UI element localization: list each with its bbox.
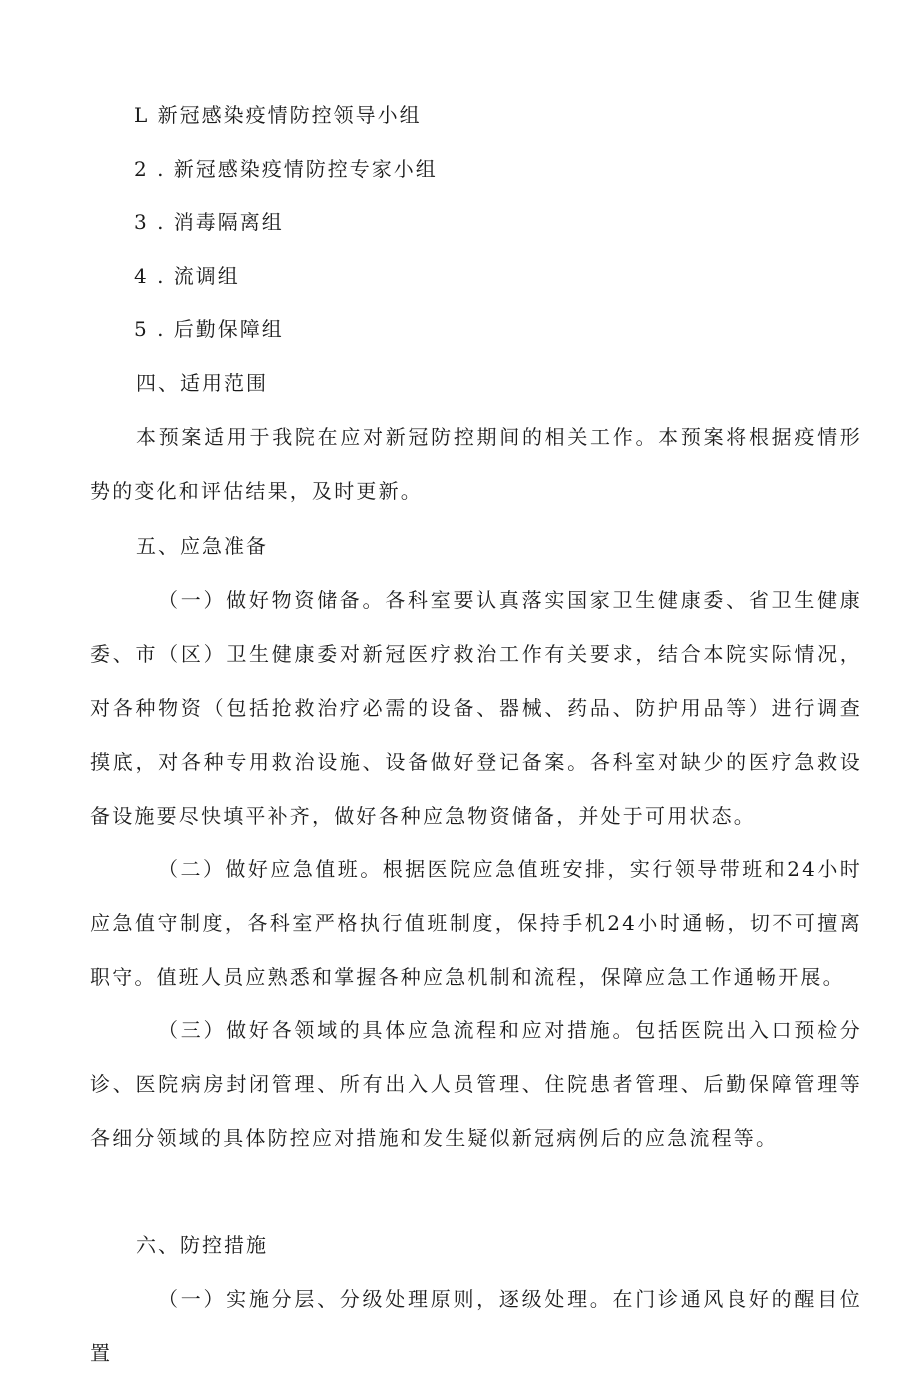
paragraph-material-reserve: （一）做好物资储备。各科室要认真落实国家卫生健康委、省卫生健康委、市（区）卫生健康委对新冠医疗救治工作有关要求，结合本院实际情况，对各种物资（包括抢救治疗必需的设备、器械、药品、防护用品等）进行调查摸底，对各种专用救治设施、设备做好登记备案。各科室对缺少的医疗急救设备设施要尽快填平补齐，做好各种应急物资储备，并处于可用状态。 — [90, 588, 862, 828]
paragraph-duty-shift: （二）做好应急值班。根据医院应急值班安排，实行领导带班和24小时应急值守制度，各科室严格执行值班制度，保持手机24小时通畅，切不可擅离职守。值班人员应熟悉和掌握各种应急机制和流程，保障应急工作通畅开展。 — [90, 857, 862, 989]
list-item-epidemiology-group: 4 . 流调组 — [134, 264, 240, 288]
list-item-logistics-group: 5 . 后勤保障组 — [134, 317, 284, 341]
paragraph-emergency-process: （三）做好各领域的具体应急流程和应对措施。包括医院出入口预检分诊、医院病房封闭管理、所有出入人员管理、住院患者管理、后勤保障管理等各细分领域的具体防控应对措施和发生疑似新冠病例后的应急流程等。 — [90, 1018, 862, 1150]
list-item-leadership-group: L 新冠感染疫情防控领导小组 — [134, 103, 422, 127]
list-item-expert-group: 2 . 新冠感染疫情防控专家小组 — [134, 157, 438, 181]
paragraph-tiered-handling: （一）实施分层、分级处理原则，逐级处理。在门诊通风良好的醒目位置 — [90, 1287, 862, 1365]
list-item-disinfection-group: 3 . 消毒隔离组 — [134, 210, 284, 234]
section-heading-preparation: 五、应急准备 — [136, 534, 268, 558]
section-heading-measures: 六、防控措施 — [136, 1233, 268, 1257]
paragraph-scope: 本预案适用于我院在应对新冠防控期间的相关工作。本预案将根据疫情形势的变化和评估结果，及时更新。 — [90, 425, 862, 503]
section-heading-scope: 四、适用范围 — [136, 371, 268, 395]
